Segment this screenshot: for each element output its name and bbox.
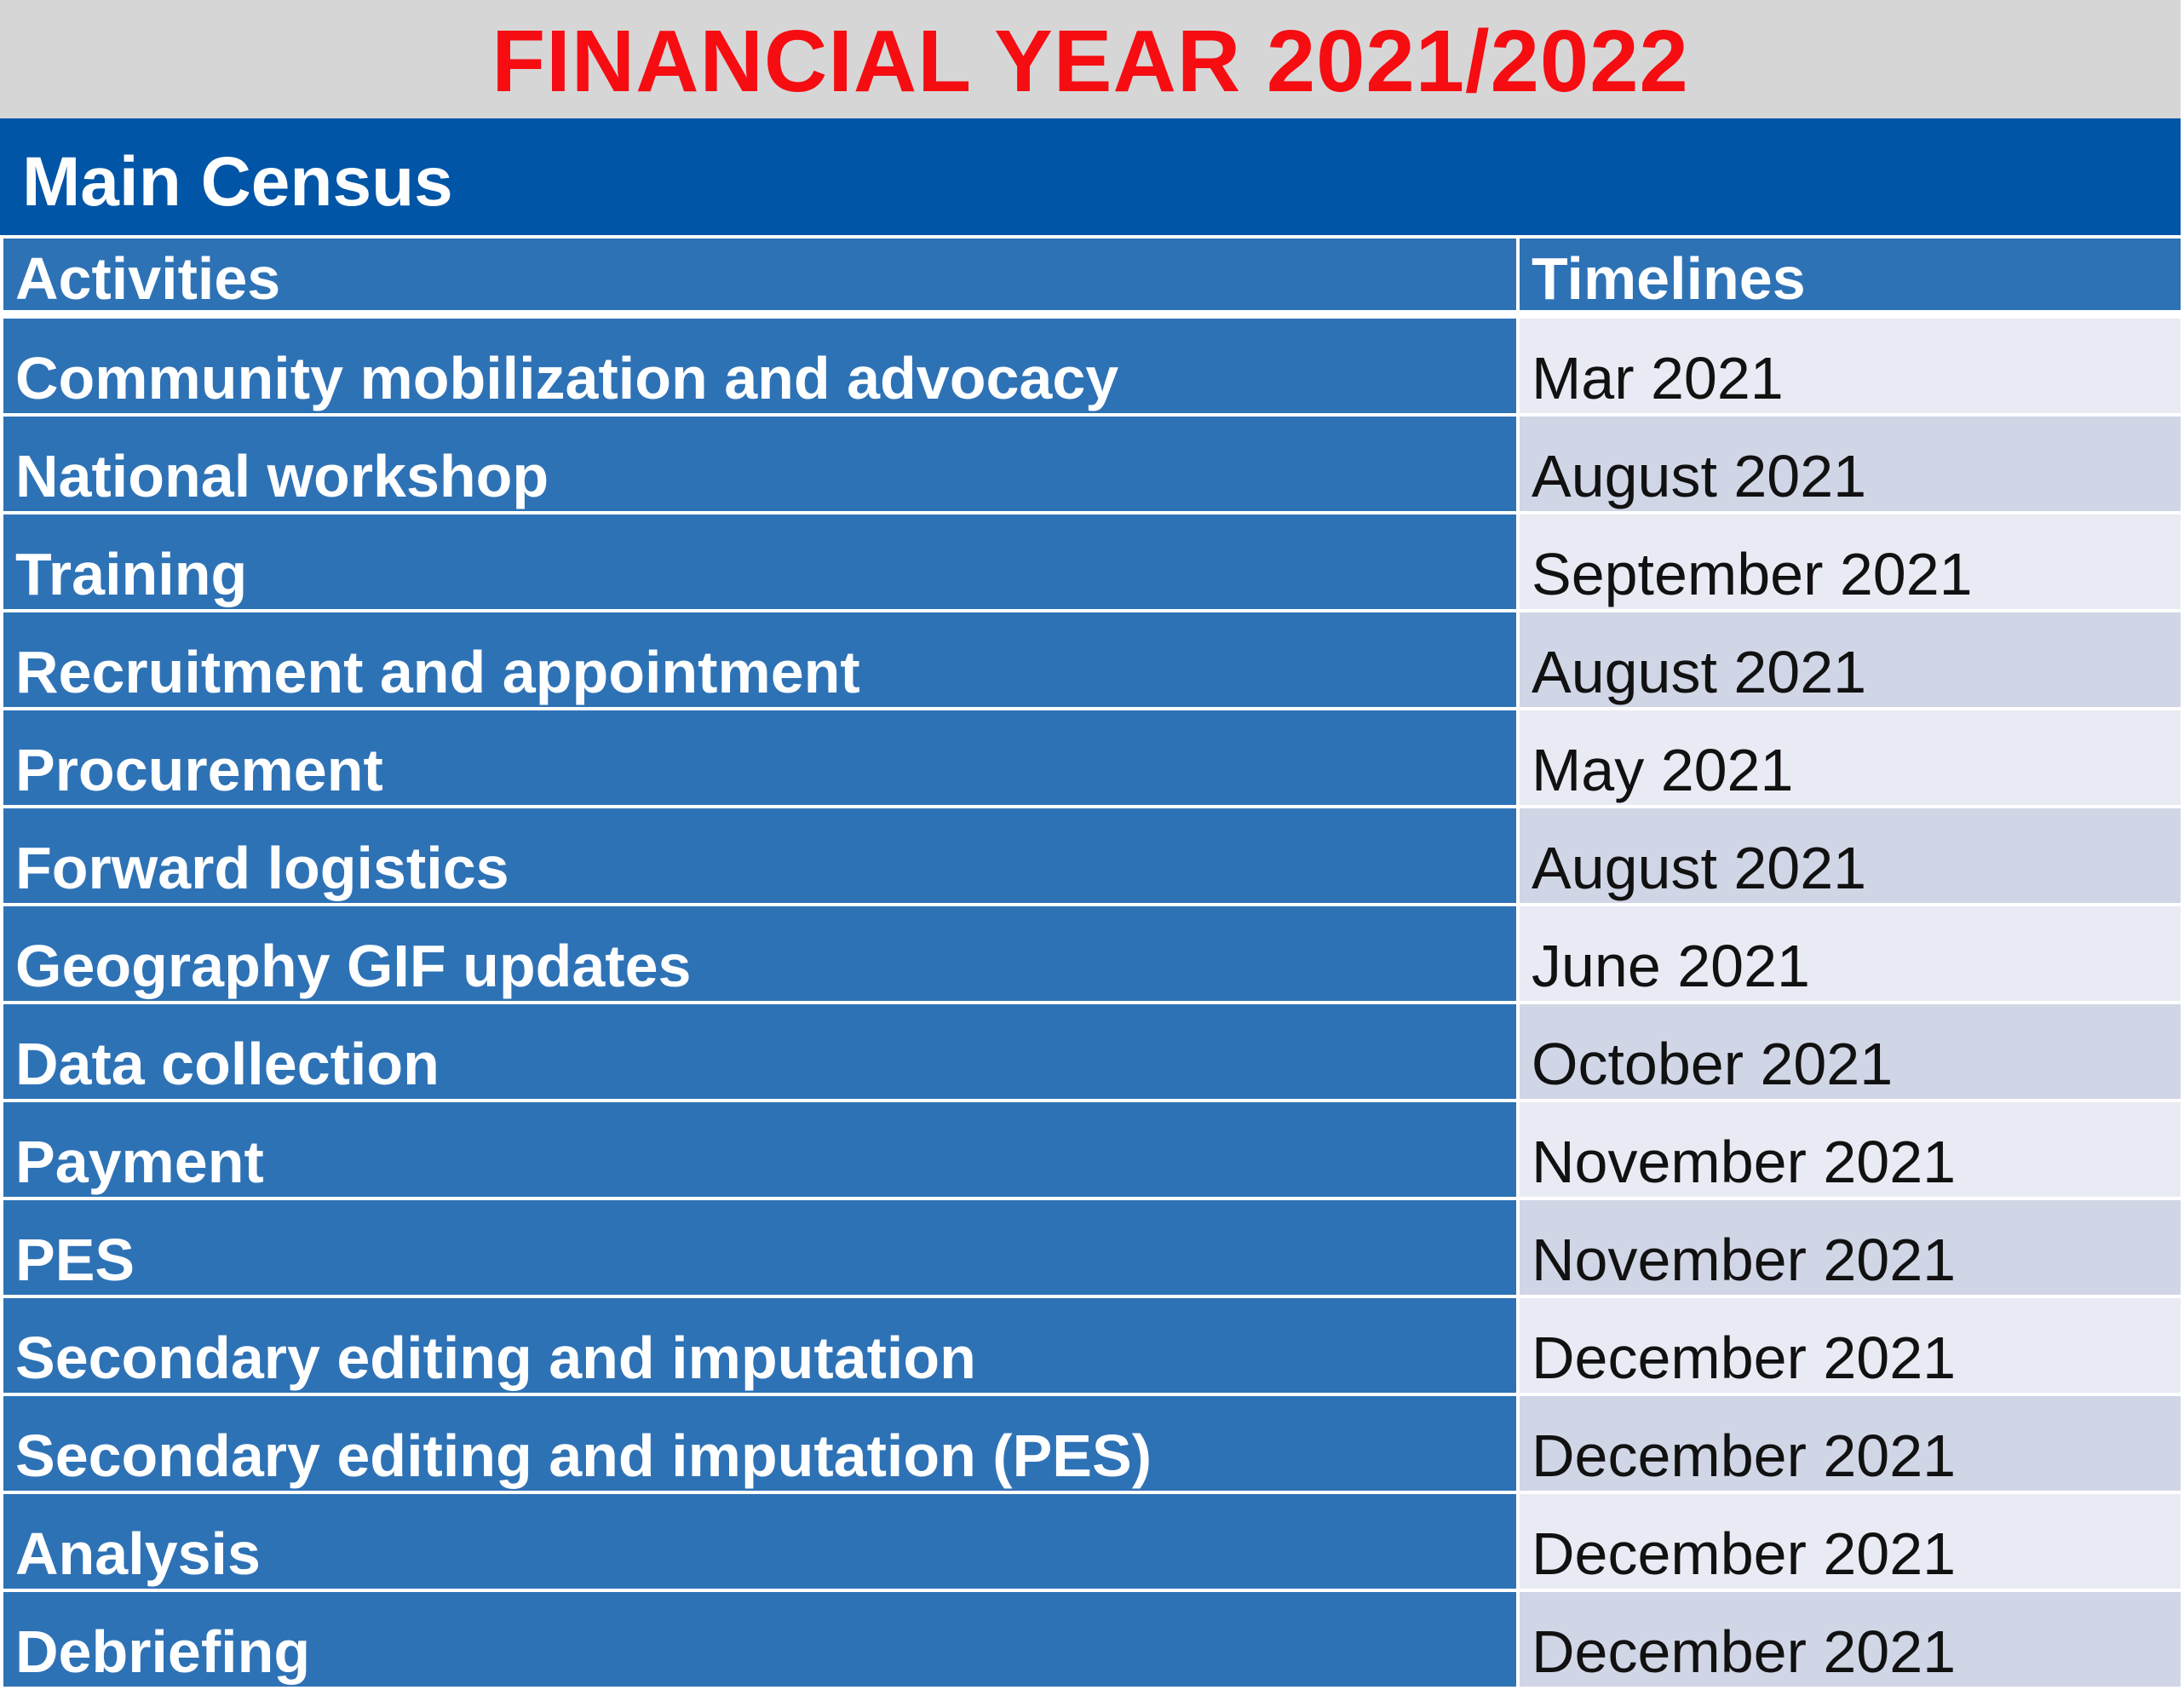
table-row bbox=[2, 905, 2182, 1003]
table-row bbox=[2, 611, 2182, 709]
activity-cell: Training bbox=[2, 513, 1518, 611]
table-row bbox=[2, 1394, 2182, 1492]
timeline-cell: December 2021 bbox=[1518, 1394, 2182, 1492]
activity-cell: Recruitment and appointment bbox=[2, 611, 1518, 709]
page-title: FINANCIAL YEAR 2021/2022 bbox=[491, 12, 1689, 110]
activity-cell: Payment bbox=[2, 1101, 1518, 1199]
timeline-cell: December 2021 bbox=[1518, 1492, 2182, 1590]
activity-cell: Secondary editing and imputation (PES) bbox=[2, 1394, 1518, 1492]
activity-cell: Data collection bbox=[2, 1003, 1518, 1101]
title-bar bbox=[0, 0, 2181, 118]
table-row bbox=[2, 1199, 2182, 1296]
timeline-cell: May 2021 bbox=[1518, 709, 2182, 807]
activity-cell: Forward logistics bbox=[2, 807, 1518, 905]
table-row bbox=[2, 1003, 2182, 1101]
timeline-cell: October 2021 bbox=[1518, 1003, 2182, 1101]
activity-cell: PES bbox=[2, 1199, 1518, 1296]
timeline-cell: November 2021 bbox=[1518, 1101, 2182, 1199]
activity-cell: Analysis bbox=[2, 1492, 1518, 1590]
table-row bbox=[2, 1101, 2182, 1199]
table-row bbox=[2, 709, 2182, 807]
table-row bbox=[2, 1590, 2182, 1688]
table-header-row bbox=[2, 237, 2182, 314]
activity-cell: Procurement bbox=[2, 709, 1518, 807]
timeline-cell: August 2021 bbox=[1518, 415, 2182, 513]
timeline-table bbox=[0, 235, 2184, 1690]
table-row bbox=[2, 1492, 2182, 1590]
activities-column-header: Activities bbox=[2, 237, 1518, 314]
timeline-cell: Mar 2021 bbox=[1518, 314, 2182, 415]
timelines-column-header: Timelines bbox=[1518, 237, 2182, 314]
section-header bbox=[0, 118, 2181, 235]
table-row bbox=[2, 1296, 2182, 1394]
activity-cell: National workshop bbox=[2, 415, 1518, 513]
table-row bbox=[2, 415, 2182, 513]
activity-cell: Debriefing bbox=[2, 1590, 1518, 1688]
timeline-cell: December 2021 bbox=[1518, 1296, 2182, 1394]
table-row bbox=[2, 513, 2182, 611]
timeline-cell: December 2021 bbox=[1518, 1590, 2182, 1688]
activity-cell: Geography GIF updates bbox=[2, 905, 1518, 1003]
timeline-cell: September 2021 bbox=[1518, 513, 2182, 611]
timeline-cell: August 2021 bbox=[1518, 611, 2182, 709]
activity-cell: Secondary editing and imputation bbox=[2, 1296, 1518, 1394]
timeline-cell: June 2021 bbox=[1518, 905, 2182, 1003]
section-title: Main Census bbox=[22, 142, 453, 221]
activity-cell: Community mobilization and advocacy bbox=[2, 314, 1518, 415]
timeline-cell: August 2021 bbox=[1518, 807, 2182, 905]
table-row bbox=[2, 807, 2182, 905]
timeline-cell: November 2021 bbox=[1518, 1199, 2182, 1296]
table-row bbox=[2, 314, 2182, 415]
